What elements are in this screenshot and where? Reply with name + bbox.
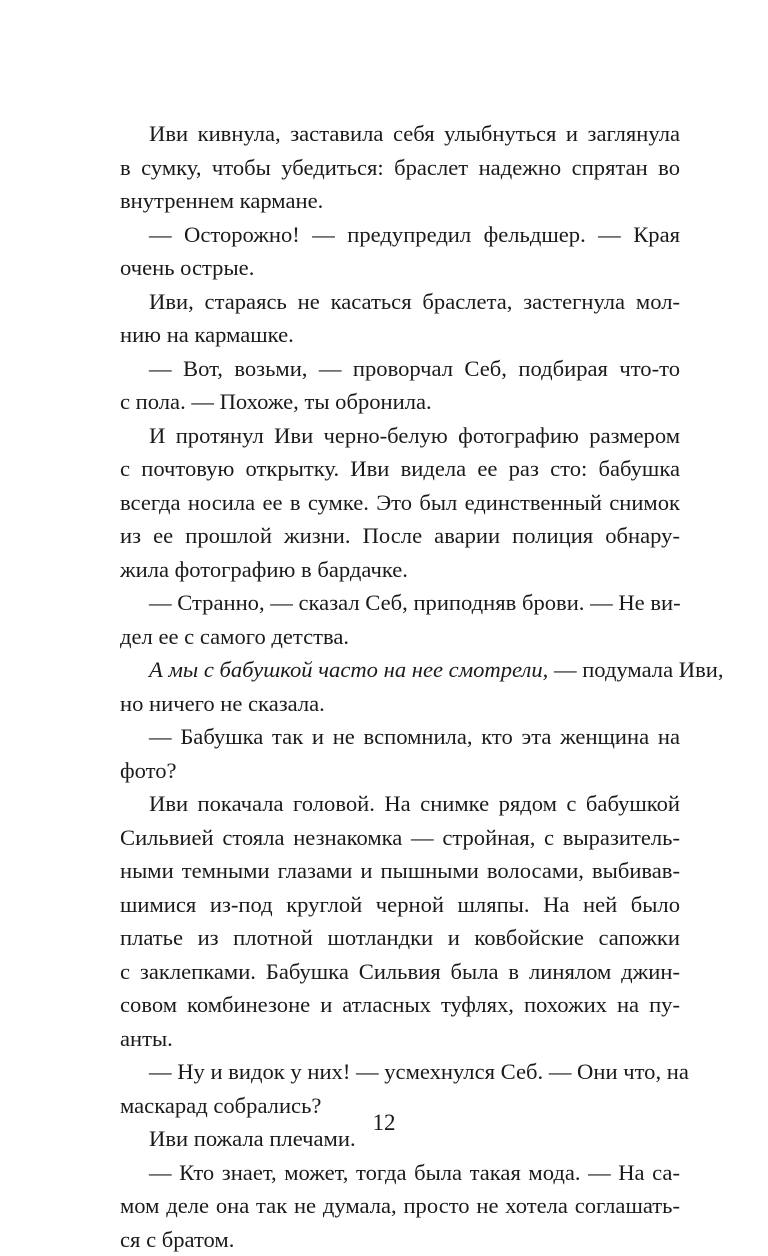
text-line: Иви пожала плечами. xyxy=(120,1122,680,1156)
text-line: фото? xyxy=(120,754,680,788)
text-line: ными темными глазами и пышными волосами, выбивав- xyxy=(120,854,680,888)
text-line: платье из плотной шотландки и ковбойские сапожки xyxy=(120,921,680,955)
page-number: 12 xyxy=(0,1108,768,1138)
text-line: внутреннем кармане. xyxy=(120,184,680,218)
text-line: ся с братом. xyxy=(120,1223,680,1256)
text-line: очень острые. xyxy=(120,251,680,285)
text-line: мом деле она так не думала, просто не хотела соглашать- xyxy=(120,1189,680,1223)
body-text xyxy=(120,117,680,1256)
speech-tag: — подумала Иви, xyxy=(548,657,723,682)
text-line: в сумку, чтобы убедиться: браслет надежно спрятан во xyxy=(120,151,680,185)
italic-thought: А мы с бабушкой часто на нее смотрели, xyxy=(149,657,548,682)
text-line: — Осторожно! — предупредил фельдшер. — Края xyxy=(120,218,680,252)
text-line: всегда носила ее в сумке. Это был единственный снимок xyxy=(120,486,680,520)
text-line xyxy=(120,653,680,687)
text-line: Иви кивнула, заставила себя улыбнуться и заглянула xyxy=(120,117,680,151)
text-line: — Вот, возьми, — проворчал Себ, подбирая что-то xyxy=(120,352,680,386)
text-line: с почтовую открытку. Иви видела ее раз сто: бабушка xyxy=(120,452,680,486)
text-line: анты. xyxy=(120,1022,680,1056)
text-line: из ее прошлой жизни. После аварии полиция обнару- xyxy=(120,519,680,553)
text-line: И протянул Иви черно-белую фотографию размером xyxy=(120,419,680,453)
text-line: Сильвией стояла незнакомка — стройная, с выразитель- xyxy=(120,821,680,855)
text-line: — Кто знает, может, тогда была такая мода. — На са- xyxy=(120,1156,680,1190)
text-line: совом комбинезоне и атласных туфлях, похожих на пу- xyxy=(120,988,680,1022)
text-line: шимися из-под круглой черной шляпы. На ней было xyxy=(120,888,680,922)
text-line: маскарад собрались? xyxy=(120,1089,680,1123)
text-line: Иви, стараясь не касаться браслета, застегнула мол- xyxy=(120,285,680,319)
text-line: Иви покачала головой. На снимке рядом с бабушкой xyxy=(120,787,680,821)
text-line: нию на кармашке. xyxy=(120,318,680,352)
text-line: жила фотографию в бардачке. xyxy=(120,553,680,587)
text-line: с пола. — Похоже, ты обронила. xyxy=(120,385,680,419)
text-line: с заклепками. Бабушка Сильвия была в линялом джин- xyxy=(120,955,680,989)
text-line: — Странно, — сказал Себ, приподняв брови. — Не ви- xyxy=(120,586,680,620)
text-line: но ничего не сказала. xyxy=(120,687,680,721)
text-line: — Ну и видок у них! — усмехнулся Себ. — Они что, на xyxy=(120,1055,680,1089)
text-line: — Бабушка так и не вспомнила, кто эта женщина на xyxy=(120,720,680,754)
text-line: дел ее с самого детства. xyxy=(120,620,680,654)
